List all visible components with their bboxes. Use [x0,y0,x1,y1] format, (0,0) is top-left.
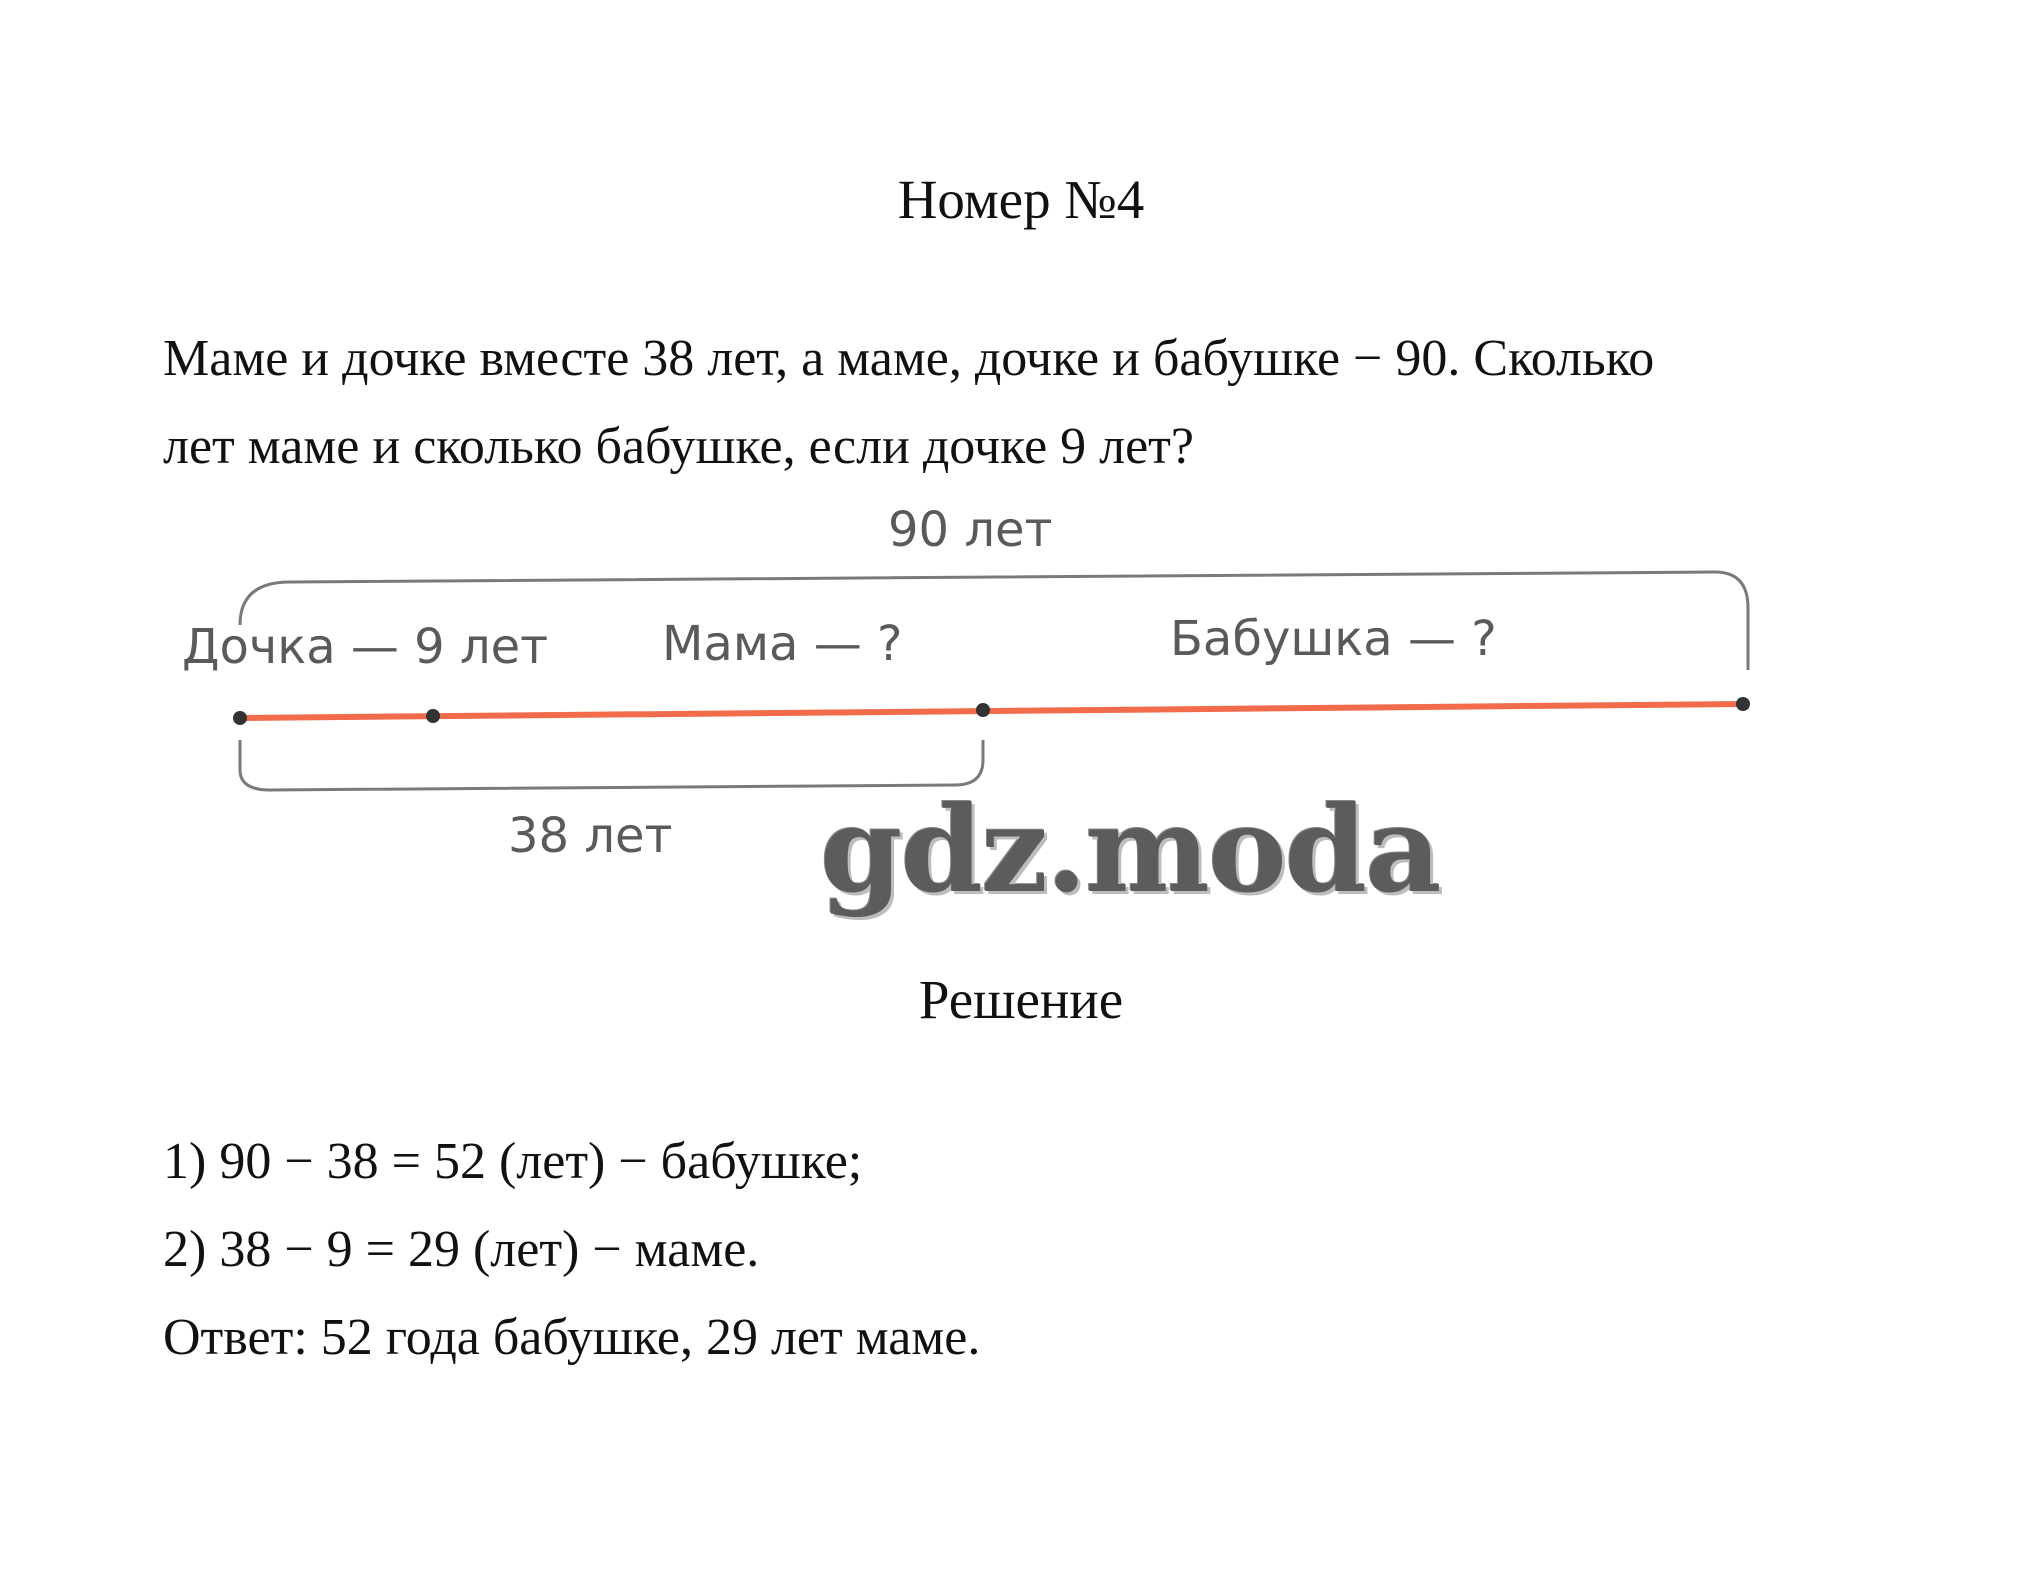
mom-label: Мама — ? [662,616,903,672]
point-grandma-end [1736,697,1750,711]
number-line [240,704,1743,718]
solution-title: Решение [918,969,1124,1030]
point-start [233,711,247,725]
daughter-label: Дочка — 9 лет [182,619,549,675]
point-mom-end [976,703,990,717]
point-daughter-end [426,709,440,723]
sum-label: 38 лет [508,808,673,864]
solution-answer: Ответ: 52 года бабушке, 29 лет маме. [163,1309,981,1366]
problem-line-2: лет маме и сколько бабушке, если дочке 9 лет? [163,418,1194,475]
solution-block [163,1118,980,1382]
solution-step-1: 1) 90 − 38 = 52 (лет) − бабушке; [163,1133,863,1190]
page-title: Номер №4 [897,169,1145,230]
solution-step-2: 2) 38 − 9 = 29 (лет) − маме. [163,1221,760,1278]
watermark-logo: gdz.moda [820,780,1440,919]
problem-line-1: Маме и дочке вместе 38 лет, а маме, дочке и бабушке − 90. Сколько [163,330,1655,387]
grandma-label: Бабушка — ? [1170,611,1497,667]
total-label: 90 лет [888,502,1053,558]
